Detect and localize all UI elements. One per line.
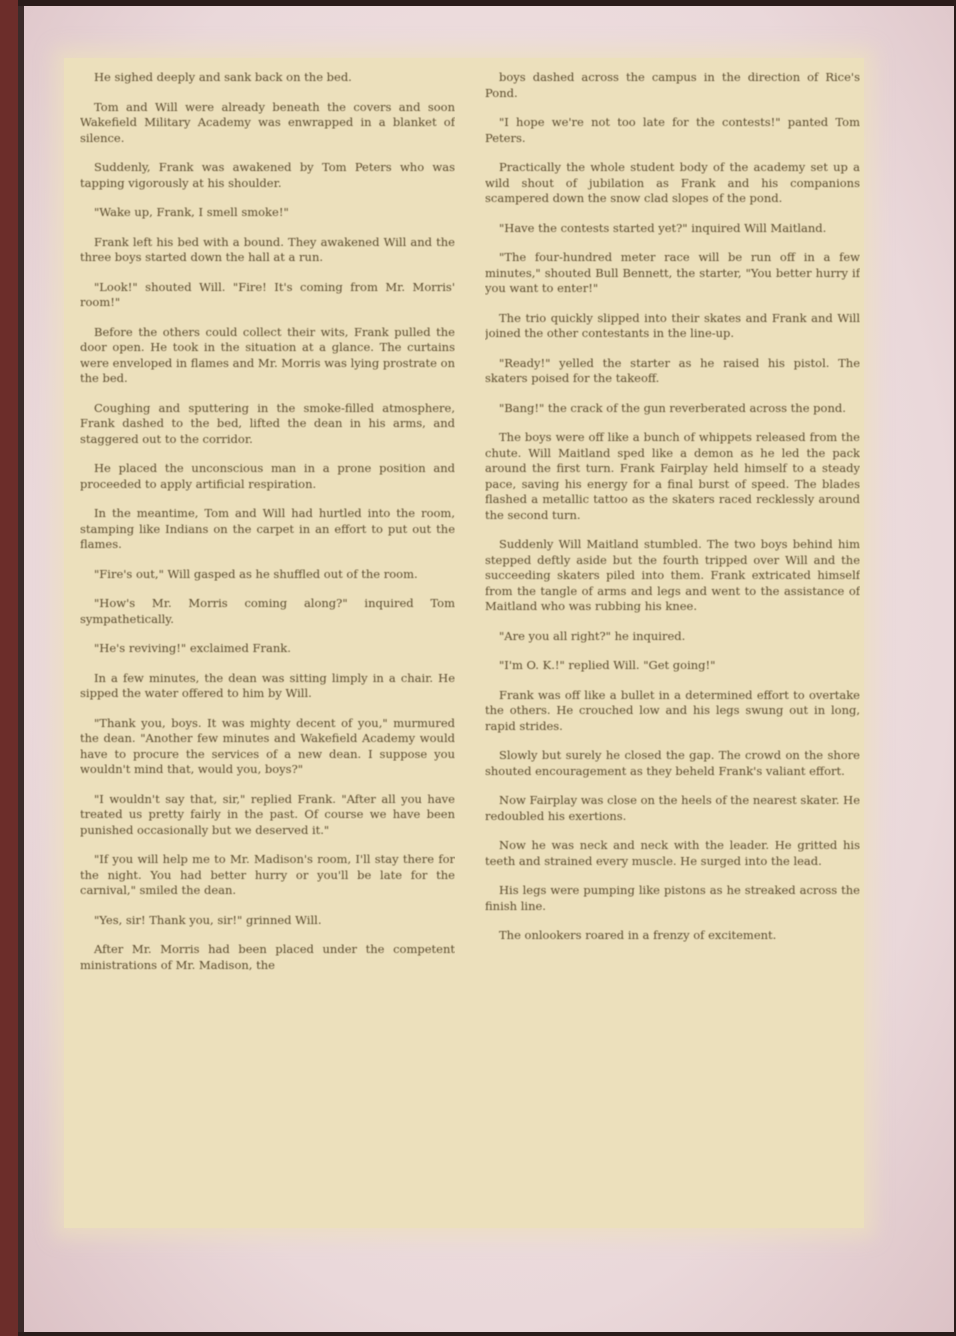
paragraph: "Fire's out," Will gasped as he shuffled out of the room.	[94, 566, 418, 581]
paragraph: His legs were pumping like pistons as he streaked across the finish line.	[485, 883, 860, 913]
paragraph: The boys were off like a bunch of whippets released from the chute. Will Maitland sped like a demon as he led the pack around the first turn. Frank Fairplay held himself to a steady pace, saving his energy for a final burst of speed. The blades flashed a metallic tattoo as the skaters raced recklessly around the second turn.	[485, 430, 860, 522]
paragraph: In the meantime, Tom and Will had hurtled into the room, stamping like Indians on the carpet in an effort to put out the flames.	[80, 506, 455, 551]
paragraph: boys dashed across the campus in the direction of Rice's Pond.	[485, 70, 860, 100]
left-column	[80, 70, 455, 1220]
paragraph: Coughing and sputtering in the smoke-filled atmosphere, Frank dashed to the bed, lifted the dean in his arms, and staggered out to the corridor.	[80, 400, 455, 446]
page-edge	[0, 0, 18, 1336]
paragraph: Frank left his bed with a bound. They awakened Will and the three boys started down the hall at a run.	[80, 234, 455, 264]
paragraph: "Have the contests started yet?" inquired Will Maitland.	[499, 220, 827, 235]
paragraph: "I wouldn't say that, sir," replied Frank. "After all you have treated us pretty fairly in the past. Of course we have been punished occasionally but we deserved it."	[80, 791, 455, 837]
paragraph: Tom and Will were already beneath the covers and soon Wakefield Military Academy was enwrapped in a blanket of silence.	[80, 99, 455, 145]
paragraph: "If you will help me to Mr. Madison's room, I'll stay there for the night. You had better hurry or you'll be late for the carnival," smiled the dean.	[80, 852, 455, 897]
paragraph: He sighed deeply and sank back on the bed.	[94, 70, 352, 84]
paragraph: After Mr. Morris had been placed under the competent ministrations of Mr. Madison, the	[80, 942, 455, 972]
paragraph: "I'm O. K.!" replied Will. "Get going!"	[499, 658, 716, 672]
paragraph: In a few minutes, the dean was sitting limply in a chair. He sipped the water offered to him by Will.	[80, 670, 455, 700]
paragraph: Suddenly, Frank was awakened by Tom Peters who was tapping vigorously at his shoulder.	[80, 160, 455, 190]
paragraph: Now he was neck and neck with the leader. He gritted his teeth and strained every muscle. He surged into the lead.	[485, 838, 860, 868]
paragraph: "I hope we're not too late for the contests!" panted Tom Peters.	[485, 115, 860, 145]
text-columns	[80, 70, 860, 1220]
paragraph: "Wake up, Frank, I smell smoke!"	[94, 205, 289, 219]
paragraph: "Thank you, boys. It was mighty decent of you," murmured the dean. "Another few minutes and Wakefield Academy would have to procure the services of a new dean. I suppose you wouldn't mind that, would you, boys?"	[80, 715, 455, 776]
paragraph: "Ready!" yelled the starter as he raised his pistol. The skaters poised for the takeoff.	[485, 355, 860, 385]
paragraph: Before the others could collect their wits, Frank pulled the door open. He took in the situation at a glance. The curtains were enveloped in flames and Mr. Morris was lying prostrate on the bed.	[80, 324, 455, 385]
paragraph: Frank was off like a bullet in a determined effort to overtake the others. He crouched low and his legs swung out in long, rapid strides.	[485, 687, 860, 733]
paragraph: "Are you all right?" he inquired.	[499, 628, 686, 643]
paragraph: "Bang!" the crack of the gun reverberated across the pond.	[499, 400, 846, 415]
paragraph: "The four-hundred meter race will be run off in a few minutes," shouted Bull Bennett, the starter, "You better hurry if you want to enter!"	[485, 250, 860, 295]
paragraph: "Yes, sir! Thank you, sir!" grinned Will.	[94, 912, 322, 927]
paragraph: The onlookers roared in a frenzy of excitement.	[499, 928, 777, 942]
paragraph: Now Fairplay was close on the heels of the nearest skater. He redoubled his exertions.	[485, 793, 860, 823]
paragraph: Practically the whole student body of the academy set up a wild shout of jubilation as Frank and his companions scampered down the snow clad slopes of the pond.	[485, 160, 860, 205]
paragraph: He placed the unconscious man in a prone position and proceeded to apply artificial respiration.	[80, 461, 455, 491]
paragraph: "He's reviving!" exclaimed Frank.	[94, 641, 291, 655]
paragraph: Slowly but surely he closed the gap. The crowd on the shore shouted encouragement as they beheld Frank's valiant effort.	[485, 748, 860, 778]
paragraph: "How's Mr. Morris coming along?" inquired Tom sympathetically.	[80, 596, 455, 626]
paragraph: Suddenly Will Maitland stumbled. The two boys behind him stepped deftly aside but the fourth tripped over Will and the succeeding skaters piled into them. Frank extricated himself from the tangle of arms and legs and went to the assistance of Maitland who was rubbing his knee.	[485, 537, 860, 613]
paragraph: "Look!" shouted Will. "Fire! It's coming from Mr. Morris' room!"	[80, 279, 455, 309]
paragraph: The trio quickly slipped into their skates and Frank and Will joined the other contestants in the line-up.	[485, 310, 860, 340]
right-column	[485, 70, 860, 1220]
